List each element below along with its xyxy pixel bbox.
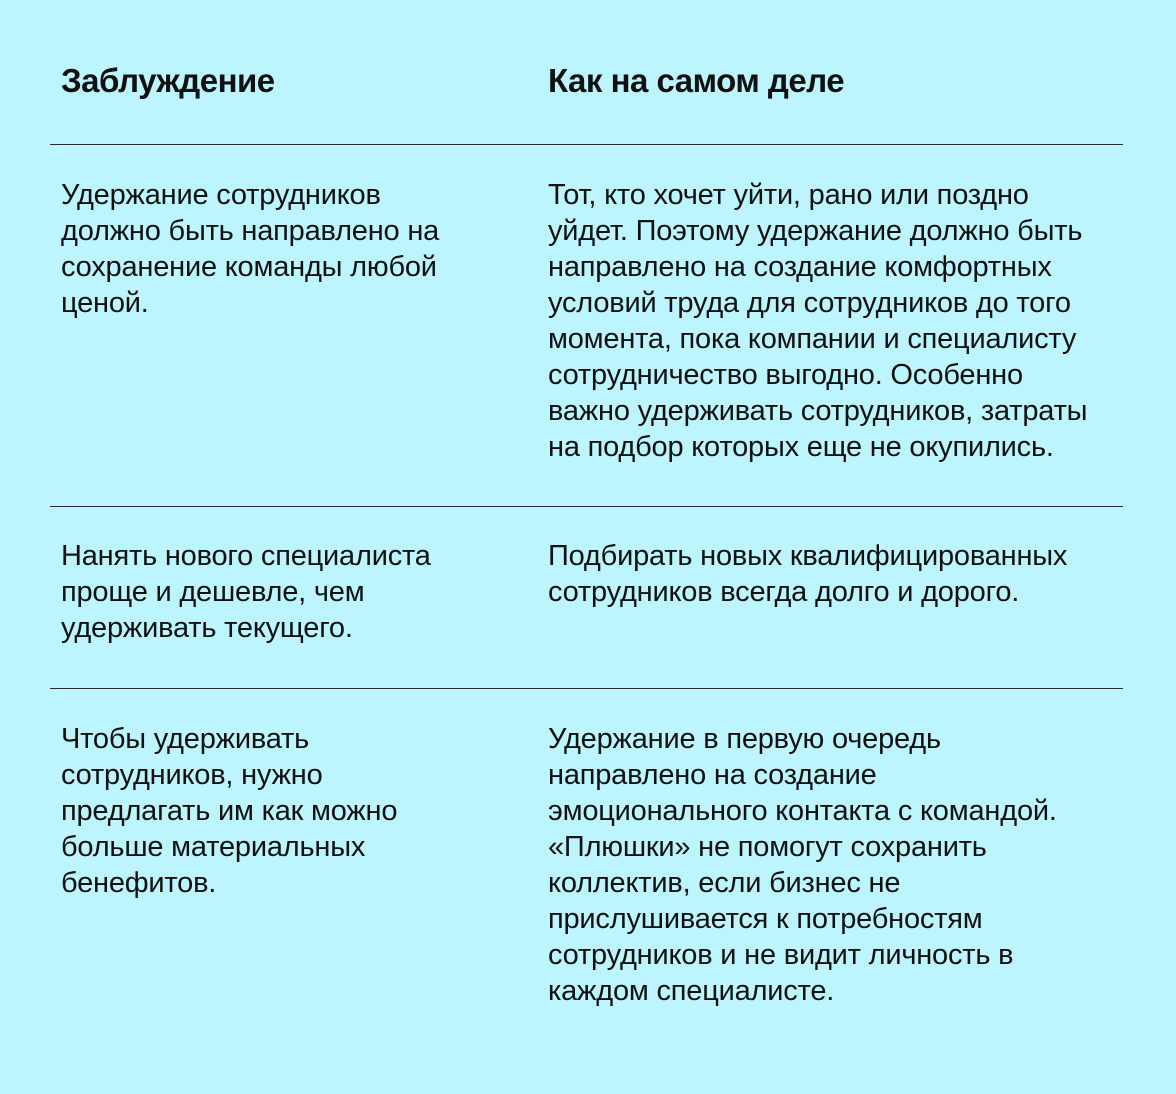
divider-row-1 xyxy=(50,506,1123,507)
text-line: Нанять нового специалиста xyxy=(61,540,431,572)
text-line: ценой. xyxy=(61,287,149,319)
text-line: направлено на создание комфортных xyxy=(548,251,1052,283)
row-2-reality xyxy=(548,538,1067,610)
row-1-reality xyxy=(548,177,1087,465)
text-line: Удержание в первую очередь xyxy=(548,723,941,755)
divider-header xyxy=(50,144,1123,145)
text-line: момента, пока компании и специалисту xyxy=(548,323,1077,355)
row-1-myth xyxy=(61,177,439,321)
text-line: проще и дешевле, чем xyxy=(61,576,365,608)
text-line: сохранение команды любой xyxy=(61,251,437,283)
text-line: Чтобы удерживать xyxy=(61,723,310,755)
text-line: бенефитов. xyxy=(61,867,217,899)
row-3-myth xyxy=(61,721,397,901)
text-line: больше материальных xyxy=(61,831,366,863)
text-line: удерживать текущего. xyxy=(61,612,353,644)
text-line: на подбор которых еще не окупились. xyxy=(548,431,1054,463)
text-line: Тот, кто хочет уйти, рано или поздно xyxy=(548,179,1029,211)
text-line: условий труда для сотрудников до того xyxy=(548,287,1071,319)
text-line: важно удерживать сотрудников, затраты xyxy=(548,395,1088,427)
text-line: «Плюшки» не помогут сохранить xyxy=(548,831,987,863)
text-line: прислушивается к потребностям xyxy=(548,903,983,935)
text-line: направлено на создание xyxy=(548,759,877,791)
text-line: сотрудников и не видит личность в xyxy=(548,939,1014,971)
text-line: Подбирать новых квалифицированных xyxy=(548,540,1068,572)
header-reality: Как на самом деле xyxy=(548,62,845,99)
text-line: предлагать им как можно xyxy=(61,795,398,827)
header-myth: Заблуждение xyxy=(61,62,275,99)
divider-row-2 xyxy=(50,688,1123,689)
text-line: уйдет. Поэтому удержание должно быть xyxy=(548,215,1083,247)
text-line: сотрудников, нужно xyxy=(61,759,323,791)
row-3-reality xyxy=(548,721,1057,1009)
row-2-myth xyxy=(61,538,431,646)
text-line: коллектив, если бизнес не xyxy=(548,867,901,899)
text-line: должно быть направлено на xyxy=(61,215,440,247)
text-line: Удержание сотрудников xyxy=(61,179,381,211)
text-line: сотрудников всегда долго и дорого. xyxy=(548,576,1020,608)
text-line: сотрудничество выгодно. Особенно xyxy=(548,359,1023,391)
text-line: каждом специалисте. xyxy=(548,975,835,1007)
text-line: эмоционального контакта с командой. xyxy=(548,795,1057,827)
